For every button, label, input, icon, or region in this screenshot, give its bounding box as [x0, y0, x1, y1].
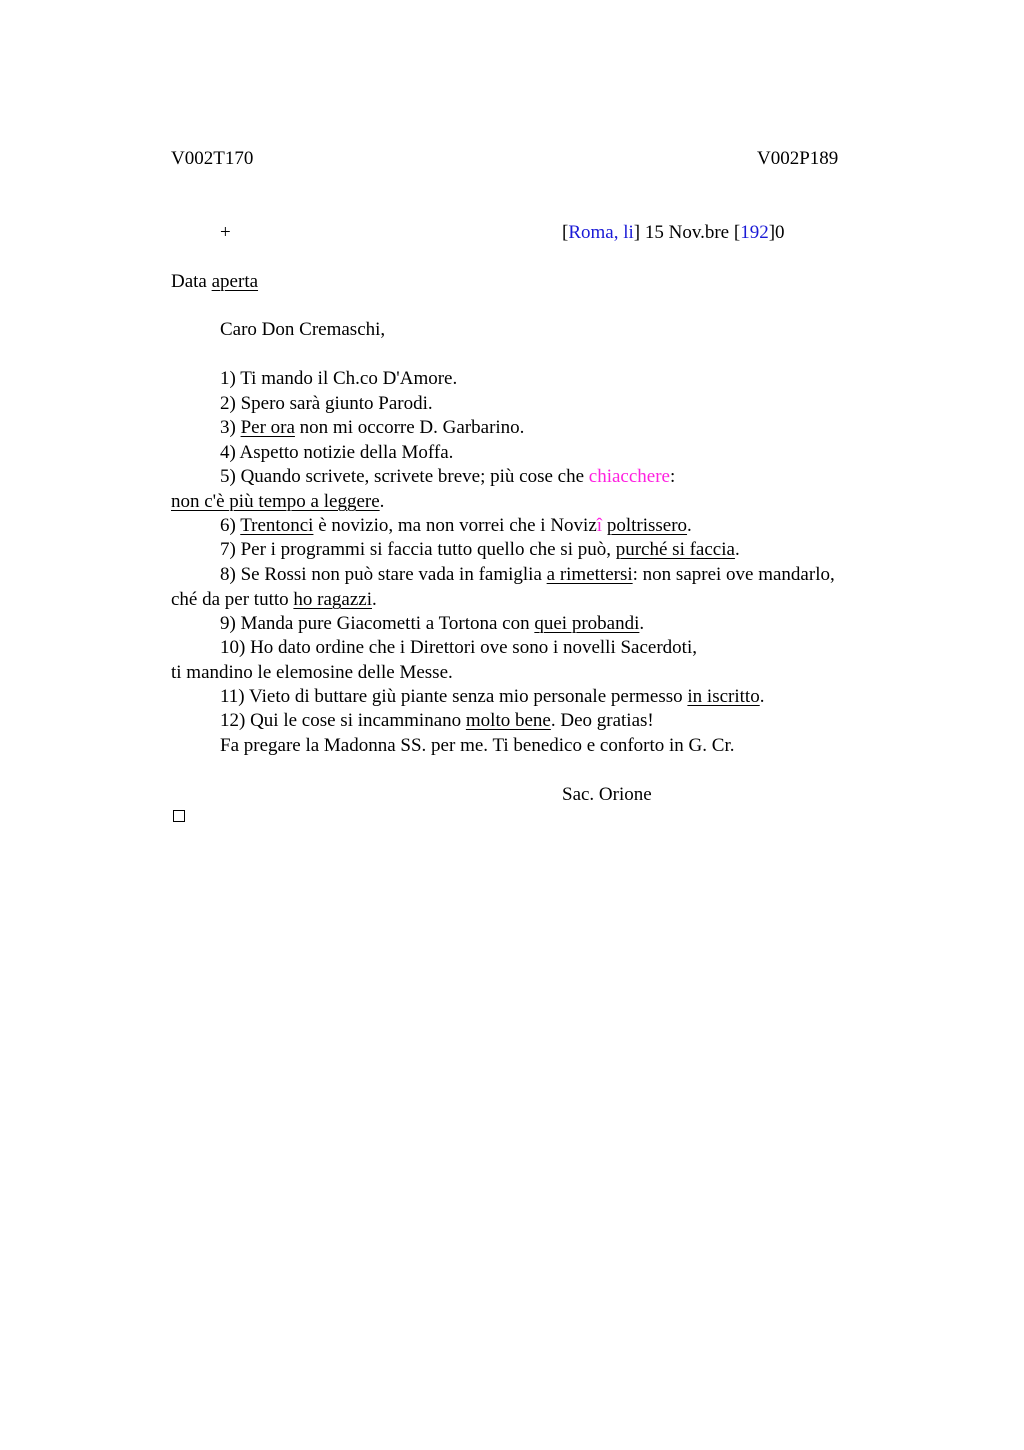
item-6-underlined-verb: poltrissero [606, 515, 688, 536]
bracket-open: [ [562, 222, 569, 243]
document-code-right: V002P189 [757, 148, 839, 169]
item-5-underlined: non c'è più tempo a leggere [171, 491, 380, 512]
item-3-rest: non mi occorre D. Garbarino. [294, 417, 525, 438]
dateline-date: 15 Nov.bre [640, 222, 734, 243]
item-6-text: è novizio, ma non vorrei che i Noviz [313, 515, 597, 536]
item-11-text: 11) Vieto di buttare giù piante senza mio personale permesso [220, 686, 688, 707]
item-11 [220, 687, 764, 706]
item-9-end: . [639, 613, 645, 634]
item-3-number: 3) [220, 417, 241, 438]
note-line [171, 272, 258, 291]
dateline-year: 192 [740, 222, 769, 243]
note-underlined: aperta [211, 271, 259, 292]
empty-checkbox-icon [173, 810, 185, 822]
item-9-underlined: quei probandi [534, 613, 640, 634]
item-5-text: 5) Quando scrivete, scrivete breve; più cose che [220, 466, 589, 487]
dateline [562, 223, 785, 242]
item-8-line2-end: . [372, 589, 377, 610]
salutation: Caro Don Cremaschi, [220, 319, 386, 340]
item-10: 10) Ho dato ordine che i Direttori ove sono i novelli Sacerdoti, [220, 637, 697, 658]
year-tail: ]0 [768, 222, 785, 243]
item-12 [220, 711, 654, 730]
note-label: Data [171, 271, 212, 292]
item-3-underlined: Per ora [240, 417, 295, 438]
item-6 [220, 516, 692, 535]
item-12-text: 12) Qui le cose si incamminano [220, 710, 466, 731]
cross-mark: + [220, 222, 231, 243]
item-9 [220, 614, 644, 633]
item-4: 4) Aspetto notizie della Moffa. [220, 442, 454, 463]
item-2: 2) Spero sarà giunto Parodi. [220, 393, 433, 414]
item-7-underlined: purché si faccia [615, 539, 735, 560]
item-7-end: . [734, 539, 740, 560]
item-3 [220, 418, 524, 437]
document-code-left: V002T170 [171, 148, 254, 169]
item-8 [220, 565, 835, 584]
signature: Sac. Orione [562, 784, 652, 805]
item-11-end: . [759, 686, 765, 707]
item-6-underlined-name: Trentonci [240, 515, 314, 536]
item-12-end: . Deo gratias! [550, 710, 654, 731]
year-bracket-open: [ [733, 222, 741, 243]
item-5 [220, 467, 675, 486]
item-5-continuation [171, 492, 384, 511]
item-12-underlined: molto bene [465, 710, 551, 731]
item-1: 1) Ti mando il Ch.co D'Amore. [220, 368, 458, 389]
item-8-rest: : non saprei ove mandarlo, [632, 564, 835, 585]
item-6-end: . [687, 515, 692, 536]
item-5-end: . [379, 491, 385, 512]
item-7-text: 7) Per i programmi si faccia tutto quello che si può, [220, 539, 616, 560]
item-5-colon: : [669, 466, 676, 487]
item-11-underlined: in iscritto [687, 686, 760, 707]
item-9-text: 9) Manda pure Giacometti a Tortona con [220, 613, 535, 634]
item-6-number: 6) [220, 515, 241, 536]
bracket-close: ] [633, 222, 641, 243]
dateline-place: Roma, li [568, 222, 634, 243]
item-7 [220, 540, 740, 559]
item-8-line2-underlined: ho ragazzi [293, 589, 372, 610]
item-8-line2-text: ché da per tutto [171, 589, 294, 610]
item-10-continuation: ti mandino le elemosine delle Messe. [171, 662, 453, 683]
item-6-highlight: î [596, 515, 603, 536]
closing-line: Fa pregare la Madonna SS. per me. Ti benedico e conforto in G. Cr. [220, 735, 735, 756]
item-8-text: 8) Se Rossi non può stare vada in famiglia [220, 564, 547, 585]
item-8-continuation [171, 590, 377, 609]
item-8-underlined: a rimettersi [546, 564, 633, 585]
item-5-highlight: chiacchere [588, 466, 670, 487]
